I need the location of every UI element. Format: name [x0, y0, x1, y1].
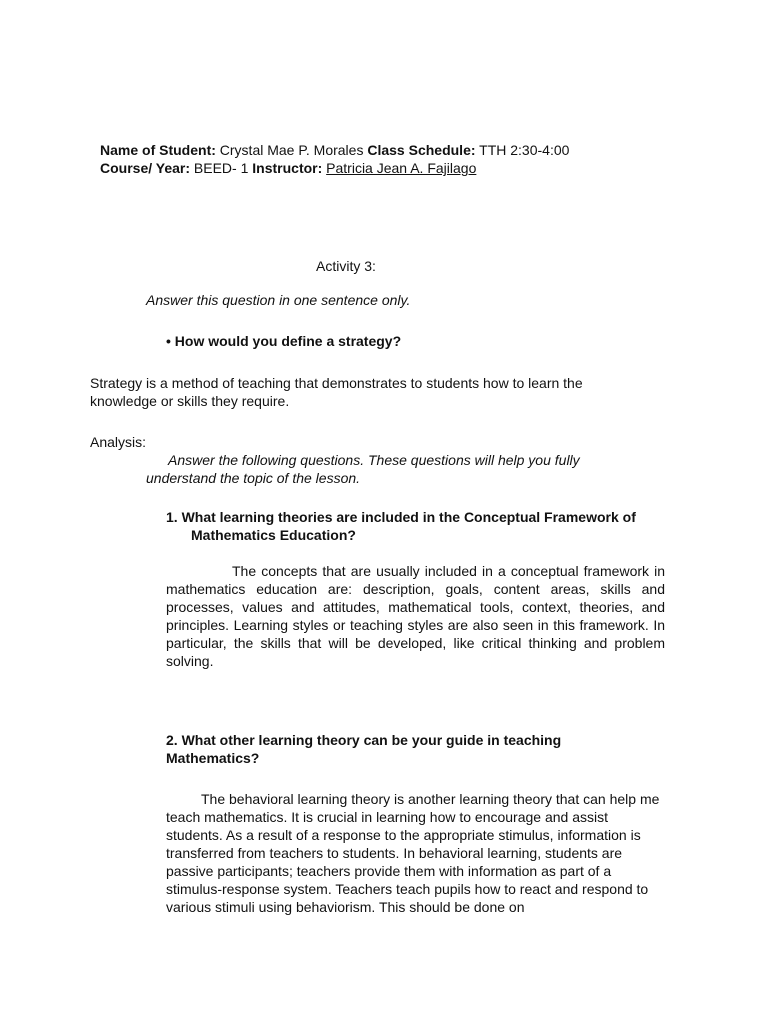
analysis-answer-1: The concepts that are usually included in a conceptual framework in mathematics education are: description, goals, content areas, skills and processes, values and attitudes, mathematical tools, context, theories, and principles. Learning styles or teaching styles are also seen in this framework. In particular, the skills that will be developed, like critical thinking and problem solving.: [166, 563, 665, 669]
analysis-label: Analysis:: [90, 434, 147, 450]
question-1-line-1: 1. What learning theories are included in the Conceptual Framework of: [166, 509, 636, 525]
analysis-question-2: 2. What other learning theory can be your guide in teaching Mathematics?: [166, 732, 562, 766]
analysis-question-1: [166, 508, 706, 544]
analysis-instruction: Answer the following questions. These questions will help you fully understand the topic of the lesson.: [146, 452, 580, 486]
class-schedule-value: TTH 2:30-4:00: [475, 142, 570, 158]
activity-question: • How would you define a strategy?: [166, 333, 402, 349]
course-year-value: BEED- 1: [190, 160, 253, 176]
activity-title: Activity 3:: [316, 258, 376, 274]
student-name-value: Crystal Mae P. Morales: [215, 142, 368, 158]
activity-answer: Strategy is a method of teaching that demonstrates to students how to learn the knowledge or skills they require.: [90, 375, 583, 409]
analysis-answer-2: The behavioral learning theory is another learning theory that can help me teach mathematics. It is crucial in learning how to encourage and assist students. As a result of a response to the appropriate stimulus, information is transferred from teachers to students. In behavioral learning, students are passive participants; teachers provide them with information as part of a stimulus-response system. Teachers teach pupils how to react and respond to various stimuli using behaviorism. This should be done on: [166, 791, 660, 915]
course-year-label: Course/ Year:: [100, 160, 191, 176]
instructor-value: Patricia Jean A. Fajilago: [326, 160, 477, 176]
question-1-line-2: Mathematics Education?: [191, 527, 356, 543]
header-line-1: [100, 141, 569, 159]
header-line-2: [100, 159, 476, 177]
student-name-label: Name of Student:: [100, 142, 216, 158]
activity-instruction: Answer this question in one sentence only.: [146, 292, 411, 308]
instructor-label: Instructor:: [252, 160, 323, 176]
class-schedule-label: Class Schedule:: [367, 142, 476, 158]
